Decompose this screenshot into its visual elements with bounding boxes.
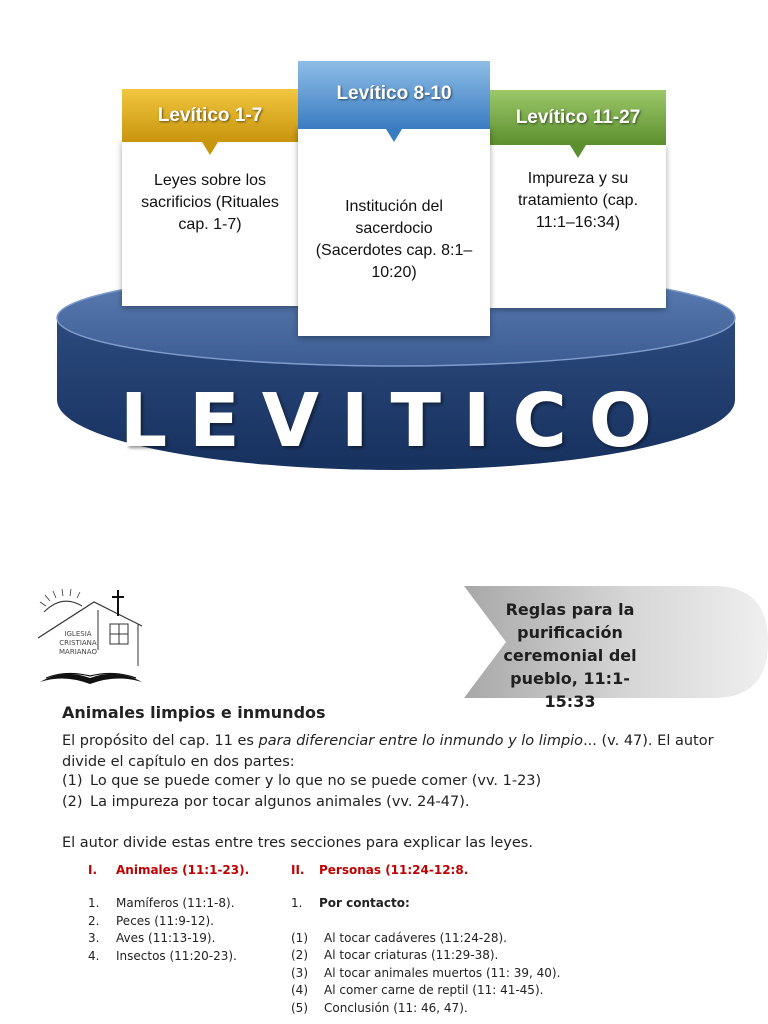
sections-paragraph: El autor divide estas entre tres secciones para explicar las leyes. — [62, 835, 533, 851]
list-item-text: Al comer carne de reptil (11: 41-45). — [324, 983, 544, 997]
column-title-text: Animales (11:1-23). — [116, 863, 250, 877]
column-animals-title — [88, 863, 249, 877]
intro-text-end: ... (v. 47). El autor divide el capítulo en dos partes: — [62, 733, 714, 770]
list-item-text: Mamíferos (11:1-8). — [116, 896, 235, 910]
list-item-num: (1) — [62, 773, 83, 789]
list-item-text: Al tocar cadáveres (11:24-28). — [324, 930, 507, 945]
intro-text-start: El propósito del cap. 11 es — [62, 733, 259, 749]
roman-numeral: I. — [88, 863, 98, 877]
list-item — [291, 965, 560, 983]
tab-pointer-icon — [570, 145, 586, 158]
list-item — [88, 913, 249, 931]
list-item-num: 2. — [88, 913, 100, 928]
persons-list — [291, 930, 560, 1018]
list-item — [88, 948, 249, 966]
parts-list — [62, 771, 752, 812]
list-item-text: Insectos (11:20-23). — [116, 948, 237, 963]
list-item — [291, 982, 560, 1000]
list-item — [291, 947, 560, 965]
church-logo — [36, 586, 146, 688]
section-2-body: Institución del sacerdocio (Sacerdotes cap. 8:1–10:20) — [315, 198, 473, 281]
list-item — [62, 771, 752, 792]
section-1-title: Levítico 1-7 — [157, 104, 263, 126]
column-title-text: Personas (11:24-12:8. — [319, 863, 469, 877]
section-2-title: Levítico 8-10 — [336, 83, 452, 104]
section-3-title: Levítico 11-27 — [515, 106, 641, 128]
intro-text-italic: para diferenciar entre lo inmundo y lo limpio — [258, 733, 584, 749]
section-tab-3 — [490, 90, 666, 145]
list-item-text: La impureza por tocar algunos animales (vv. 24-47). — [90, 793, 470, 810]
list-item-text: Conclusión (11: 46, 47). — [324, 1000, 468, 1015]
column-persons — [291, 863, 560, 1017]
cylinder-label: LEVITICO — [120, 378, 674, 464]
list-item-num: 1. — [88, 896, 100, 910]
list-item-text: Al tocar animales muertos (11: 39, 40). — [324, 965, 561, 980]
list-item — [291, 1000, 560, 1018]
list-item-text: Lo que se puede comer y lo que no se puede comer (vv. 1-23) — [90, 773, 542, 789]
section-1-body: Leyes sobre los sacrificios (Rituales cap. 1-7) — [141, 172, 279, 233]
list-item — [291, 930, 560, 948]
section-card-1 — [122, 140, 298, 306]
section-heading: Animales limpios e inmundos — [62, 703, 326, 722]
list-item-num: 4. — [88, 948, 100, 963]
list-item-num: (4) — [291, 983, 308, 997]
list-item-num: 3. — [88, 931, 100, 945]
animals-list — [88, 895, 249, 965]
roman-numeral: II. — [291, 863, 305, 877]
persons-subheading — [291, 895, 560, 913]
section-card-2 — [298, 126, 490, 336]
section-3-body: Impureza y su tratamiento (cap. 11:1–16:34) — [517, 170, 639, 231]
list-item-num: (5) — [291, 1000, 308, 1015]
logo-line-2: CRISTIANA — [59, 639, 97, 647]
list-item-num: (1) — [291, 930, 308, 945]
logo-line-1: IGLESIA — [64, 630, 92, 638]
tab-pointer-icon — [202, 142, 218, 155]
section-tab-1 — [122, 89, 298, 142]
list-item-num: (2) — [291, 948, 308, 962]
list-item — [88, 930, 249, 948]
section-card-3 — [490, 144, 666, 308]
list-item-text: Peces (11:9-12). — [116, 913, 214, 928]
banner-text: Reglas para la purificación ceremonial del pueblo, 11:1-15:33 — [503, 600, 637, 711]
list-item-text: Al tocar criaturas (11:29-38). — [324, 948, 499, 962]
list-item — [88, 895, 249, 913]
section-tab-2 — [298, 61, 490, 129]
intro-paragraph — [62, 731, 752, 772]
list-item-num: (3) — [291, 965, 308, 980]
list-item-num: (2) — [62, 793, 83, 810]
column-animals — [88, 863, 249, 965]
list-item-text: Aves (11:13-19). — [116, 931, 216, 945]
column-persons-title — [291, 863, 560, 877]
logo-line-3: MARIANAO — [59, 648, 97, 656]
sub-title: Por contacto: — [319, 896, 410, 910]
tab-pointer-icon — [386, 129, 402, 142]
sub-num: 1. — [291, 896, 303, 910]
list-item — [62, 792, 752, 813]
